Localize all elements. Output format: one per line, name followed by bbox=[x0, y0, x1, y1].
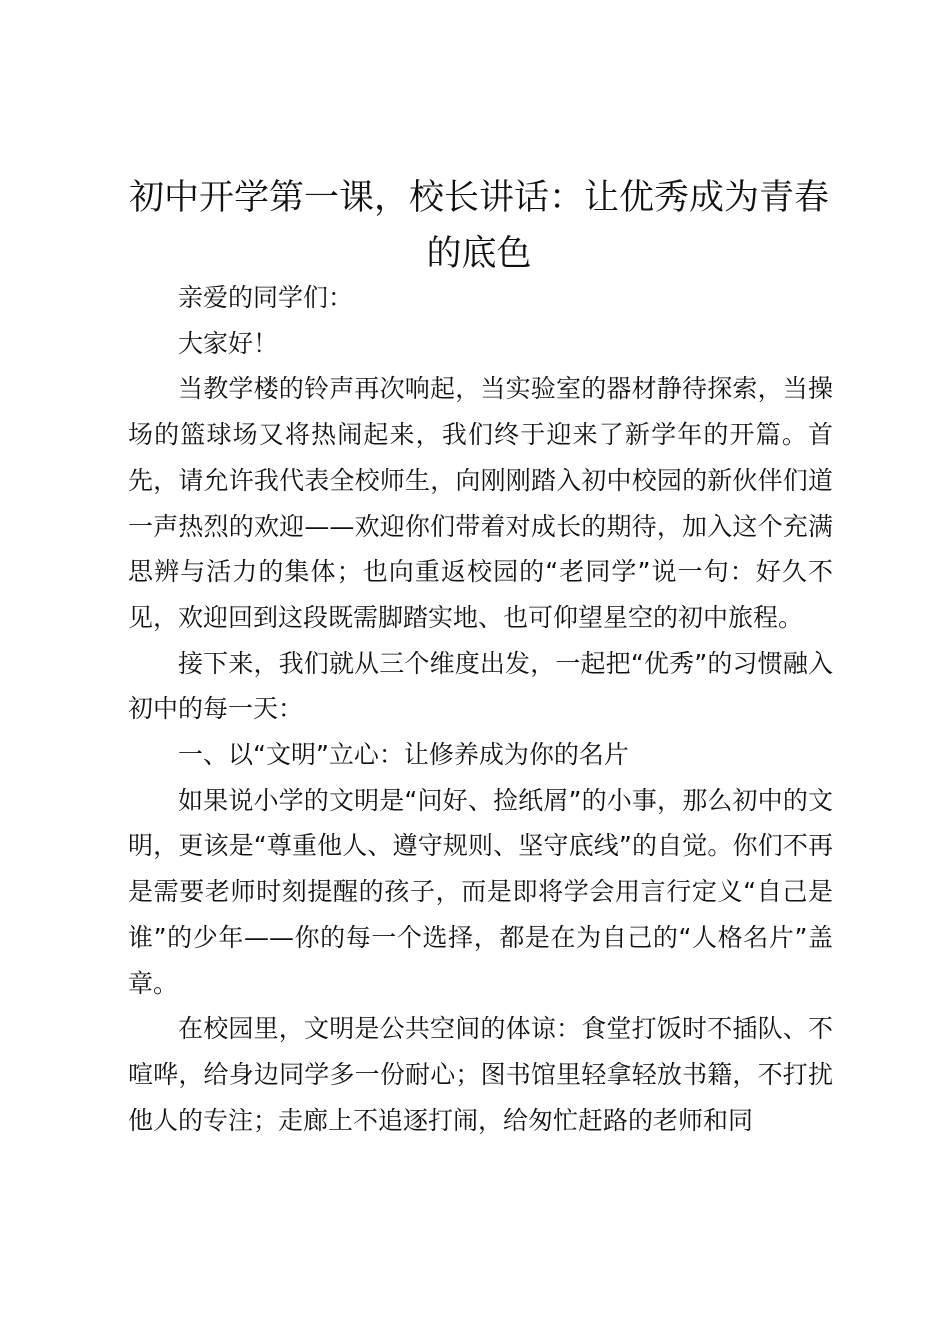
document-body bbox=[128, 275, 833, 1143]
paragraph-civility-campus: 在校园里，文明是公共空间的体谅：食堂打饭时不插队、不喧哗，给身边同学多一份耐心；图书馆里轻拿轻放书籍，不打扰他人的专注；走廊上不追逐打闹，给匆忙赶路的老师和同 bbox=[128, 1014, 833, 1135]
paragraph-greeting: 亲爱的同学们： bbox=[178, 283, 354, 312]
section-heading-civility: 一、以“文明”立心：让修养成为你的名片 bbox=[178, 740, 629, 770]
paragraph-civility-meaning: 如果说小学的文明是“问好、捡纸屑”的小事，那么初中的文明，更该是“尊重他人、遵守规则、坚守底线”的自觉。你们不再是需要老师时刻提醒的孩子，而是即将学会用言行定义“自己是谁”的少年——你的每一个选择，都是在为自己的“人格名片”盖章。 bbox=[128, 785, 833, 998]
document-title: 初中开学第一课，校长讲话：让优秀成为青春的底色 bbox=[128, 178, 829, 274]
paragraph-intro-dimensions: 接下来，我们就从三个维度出发，一起把“优秀”的习惯融入初中的每一天： bbox=[128, 648, 833, 724]
paragraph-hello: 大家好！ bbox=[178, 328, 279, 358]
paragraph-welcome: 当教学楼的铃声再次响起，当实验室的器材静待探索，当操场的篮球场又将热闹起来，我们终于迎来了新学年的开篇。首先，请允许我代表全校师生，向刚刚踏入初中校园的新伙伴们道一声热烈的欢迎——欢迎你们带着对成长的期待，加入这个充满思辨与活力的集体；也向重返校园的“老同学”说一句：好久不见，欢迎回到这段既需脚踏实地、也可仰望星空的初中旅程。 bbox=[128, 374, 833, 632]
